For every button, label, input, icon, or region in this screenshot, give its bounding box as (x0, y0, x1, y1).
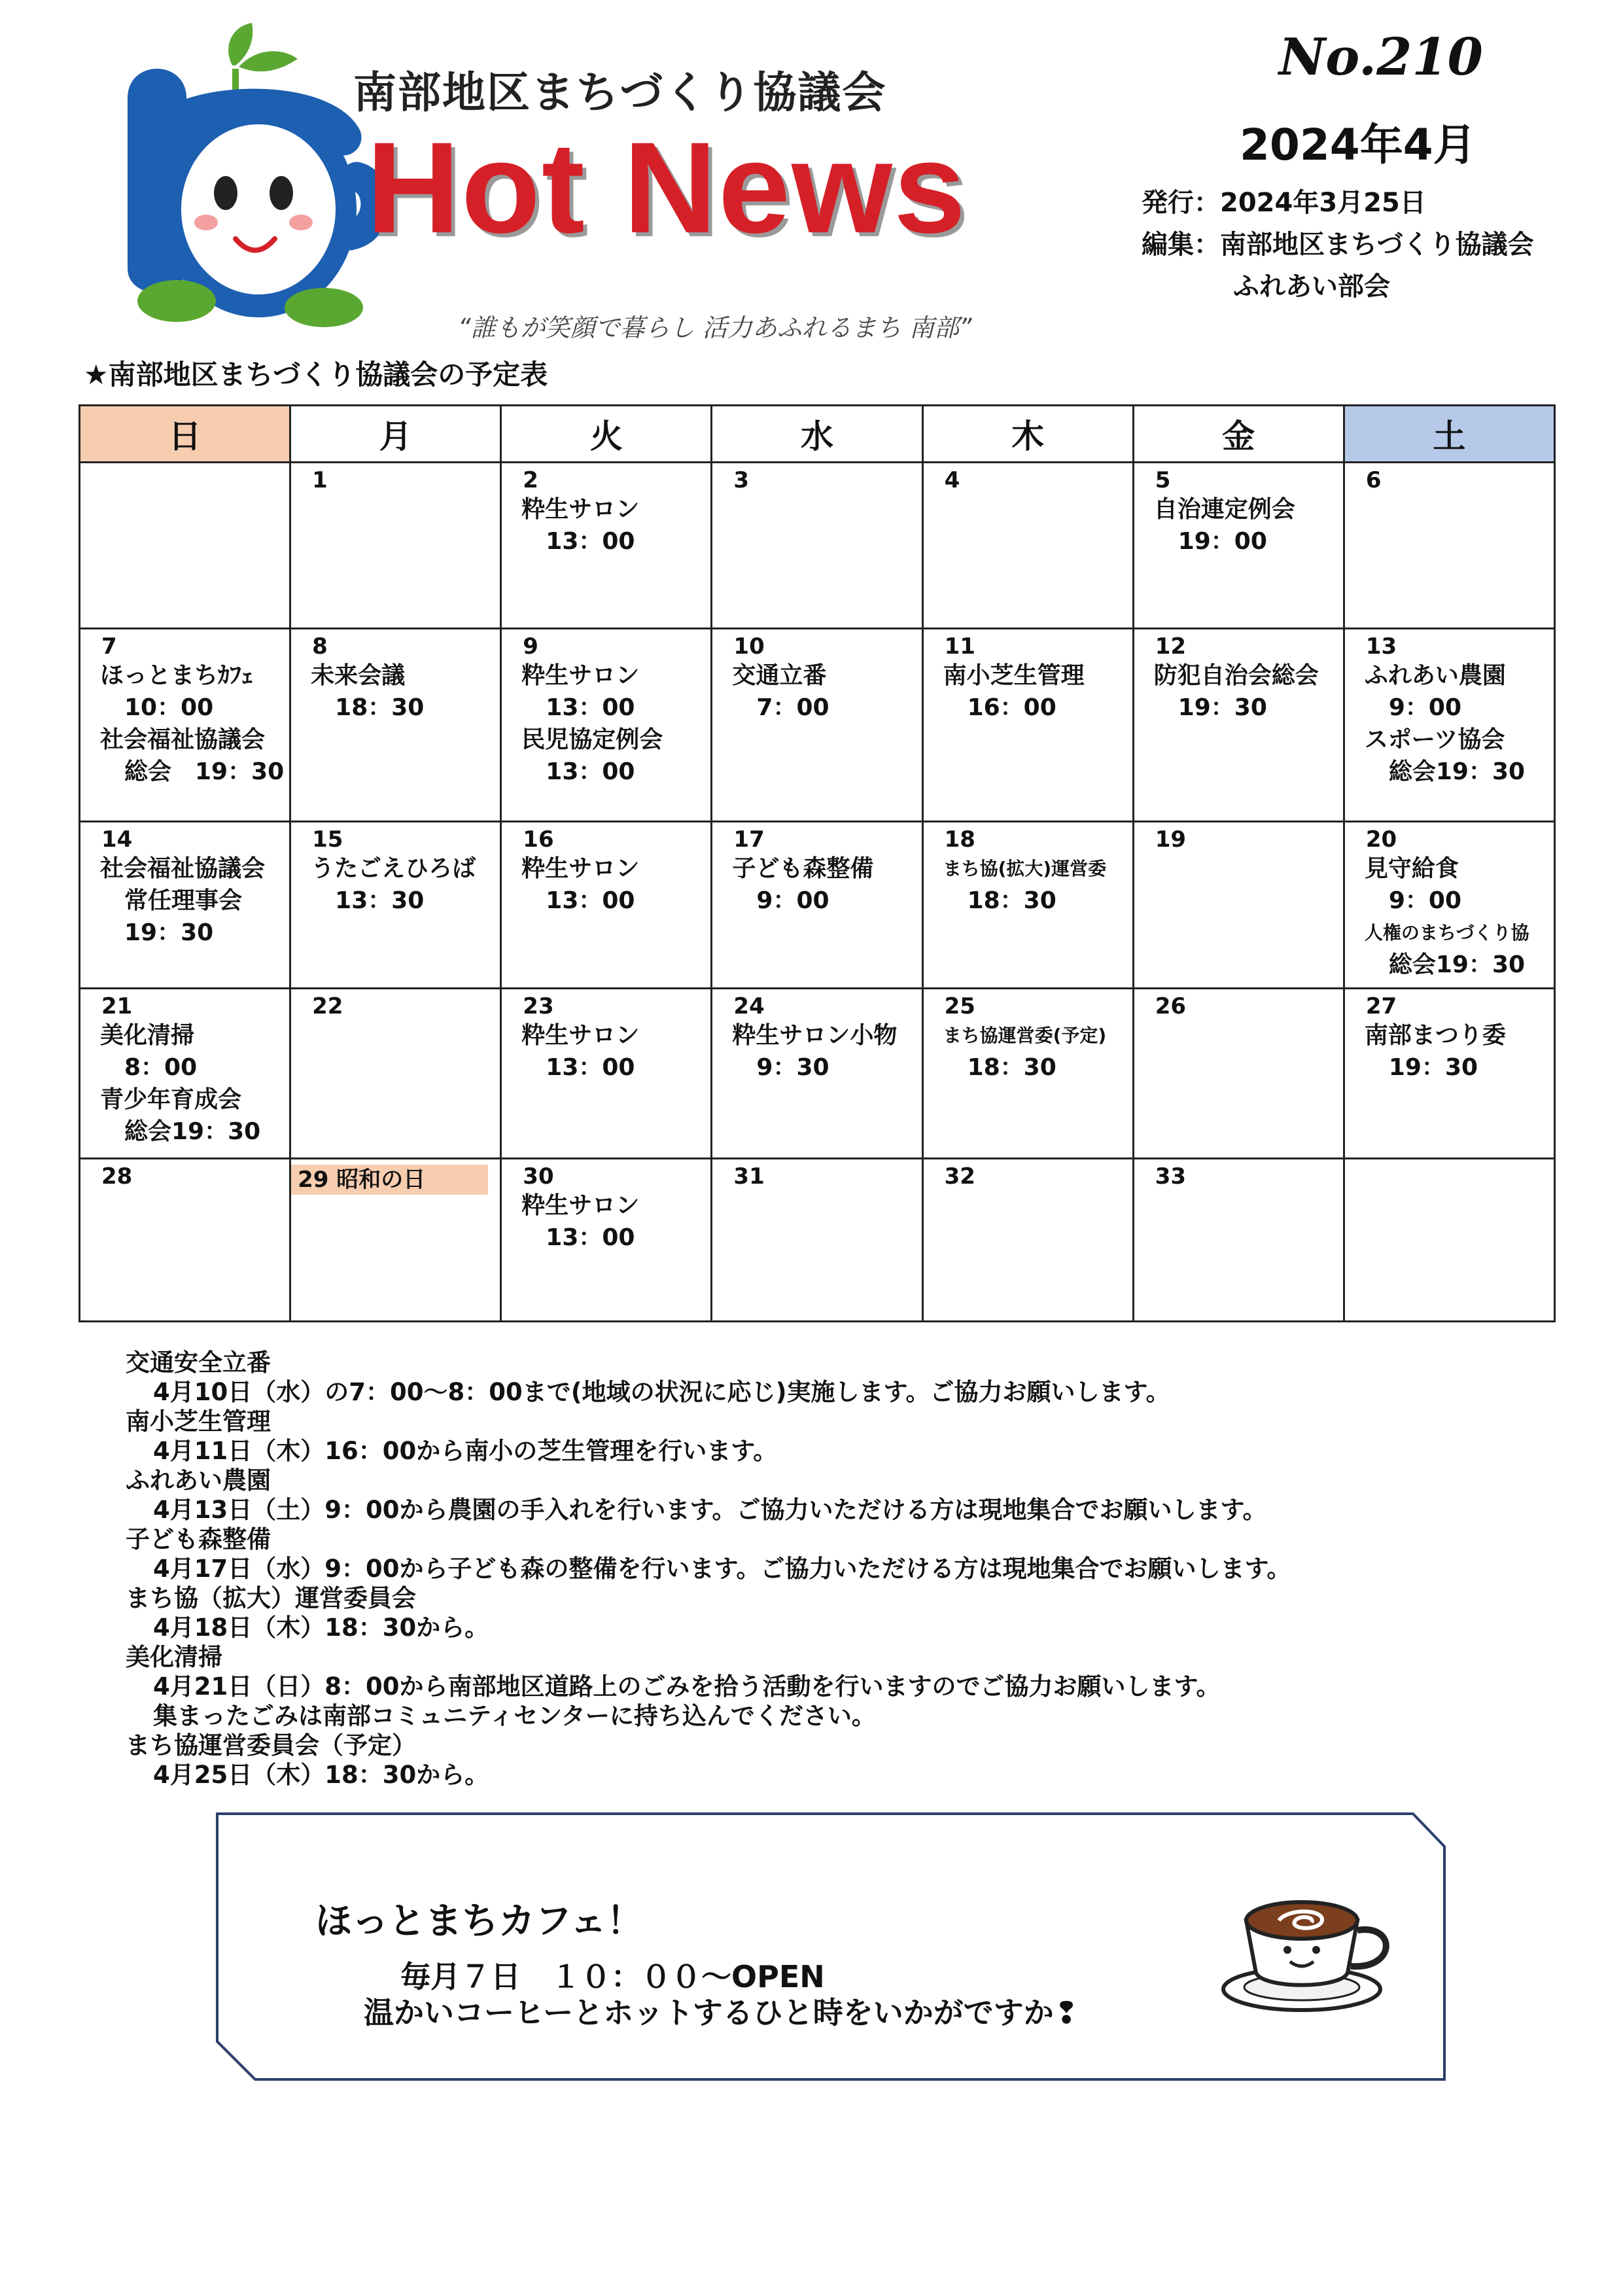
calendar-week-row (80, 989, 1555, 1159)
day-number: 7 (101, 633, 117, 660)
event-time: 13：00 (546, 887, 635, 914)
day-number: 4 (944, 467, 960, 493)
day-content (712, 989, 921, 1084)
calendar-week-row (80, 629, 1555, 822)
notice-heading: まち協運営委員会（予定） (126, 1731, 416, 1759)
day-number: 1 (312, 467, 328, 493)
calendar-day-cell (1133, 629, 1344, 822)
notice-body: 4月11日（木）16：00から南小の芝生管理を行います。 (153, 1437, 778, 1465)
day-number: 28 (101, 1163, 133, 1190)
weekday-thursday: 木 (922, 406, 1133, 463)
event-time: 13：00 (546, 694, 635, 721)
day-content (80, 1159, 289, 1190)
day-content (502, 989, 710, 1084)
schedule-calendar (79, 404, 1556, 1322)
issue-month: 2024年4月 (1240, 120, 1476, 170)
event-time: 13：00 (546, 528, 635, 555)
day-content (1134, 822, 1343, 853)
event-time: 8：00 (124, 1054, 198, 1081)
event-name: 粋生サロン (521, 855, 640, 882)
notice-body: 4月10日（水）の7：00～8：00まで(地域の状況に応じ)実施します。ご協力お願いします。 (153, 1378, 1170, 1406)
day-content (712, 822, 921, 917)
calendar-week-row (80, 463, 1555, 629)
event-name: 南小芝生管理 (943, 662, 1085, 689)
day-number: 22 (312, 993, 343, 1019)
calendar-day-cell (712, 463, 922, 629)
day-number: 24 (733, 993, 765, 1019)
event-time: 18：30 (335, 694, 425, 721)
day-number: 33 (1155, 1163, 1187, 1190)
event-name: 粋生サロン (521, 662, 640, 689)
event-name: 青少年育成会 (100, 1086, 242, 1113)
event-name: スポーツ協会 (1364, 726, 1505, 753)
event-name: 防犯自治会総会 (1153, 662, 1319, 689)
weekday-monday: 月 (290, 406, 501, 463)
event-name: 自治連定例会 (1153, 496, 1295, 523)
event-name: 南部まつり委 (1364, 1022, 1506, 1049)
day-number: 2 (523, 467, 538, 493)
notice-body: 集まったごみは南部コミュニティセンターに持ち込んでください。 (153, 1702, 876, 1730)
notice-heading: 美化清掃 (126, 1643, 222, 1671)
day-number: 8 (312, 633, 328, 660)
calendar-day-cell (501, 463, 712, 629)
event-time: 19：30 (1178, 694, 1267, 721)
event-name: 社会福祉協議会 (100, 726, 266, 753)
editor-department: ふれあい部会 (1233, 272, 1390, 302)
event-name: 民児協定例会 (521, 726, 663, 753)
calendar-day-cell (712, 629, 922, 822)
event-time: 常任理事会 (124, 887, 243, 914)
event-time: 7：00 (756, 694, 829, 721)
day-content (291, 989, 500, 1019)
event-time: 9：30 (756, 1054, 829, 1081)
event-time: 9：00 (1388, 694, 1461, 721)
day-number: 11 (944, 633, 975, 660)
event-time: 総会19：30 (124, 1118, 261, 1145)
notice-heading: 子ども森整備 (126, 1525, 271, 1553)
event-time: 13：00 (546, 1224, 635, 1251)
day-content (712, 629, 921, 724)
day-number: 21 (101, 993, 133, 1019)
calendar-day-cell (922, 1159, 1133, 1322)
event-name: 見守給食 (1364, 855, 1459, 882)
day-content (1345, 1159, 1554, 1163)
day-content (924, 1159, 1132, 1190)
notice-heading: ふれあい農園 (126, 1466, 271, 1494)
event-time: 総会 19：30 (124, 758, 285, 785)
calendar-day-cell (1133, 822, 1344, 989)
calendar-day-cell (80, 1159, 290, 1322)
org-title: 南部地区まちづくり協議会 (353, 67, 887, 118)
calendar-day-cell (1344, 1159, 1554, 1322)
day-number: 25 (944, 993, 975, 1019)
calendar-day-cell (80, 822, 290, 989)
event-time: 9：00 (1388, 887, 1461, 914)
calendar-day-cell (922, 463, 1133, 629)
publication-meta (1142, 182, 1534, 308)
calendar-day-cell (712, 1159, 922, 1322)
day-number: 15 (312, 826, 343, 853)
calendar-day-cell (501, 822, 712, 989)
event-notices (126, 1348, 1291, 1790)
calendar-day-cell (501, 629, 712, 822)
event-name: 美化清掃 (100, 1022, 195, 1049)
day-number: 26 (1155, 993, 1187, 1019)
day-number: 18 (944, 826, 975, 853)
event-time: 18：30 (967, 1054, 1056, 1081)
event-name: まち協運営委(予定) (943, 1025, 1107, 1046)
day-number: 19 (1155, 826, 1187, 853)
calendar-day-cell (1344, 822, 1554, 989)
event-time: 18：30 (967, 887, 1056, 914)
notice-heading: 交通安全立番 (126, 1349, 271, 1377)
day-content (291, 629, 500, 724)
day-content (1345, 629, 1554, 788)
day-number: 27 (1365, 993, 1397, 1019)
weekday-header-row (80, 406, 1555, 463)
day-number: 9 (523, 633, 538, 660)
day-number: 16 (523, 826, 554, 853)
event-name: うたごえひろば (311, 855, 476, 882)
calendar-day-cell (1344, 629, 1554, 822)
day-content (80, 822, 289, 949)
day-content (291, 463, 500, 493)
day-number: 32 (944, 1163, 975, 1190)
calendar-day-cell (1133, 989, 1344, 1159)
day-content (1345, 822, 1554, 981)
day-content (1134, 629, 1343, 724)
weekday-tuesday: 火 (501, 406, 712, 463)
event-time: 13：00 (546, 758, 635, 785)
day-number: 6 (1365, 467, 1382, 493)
calendar-day-cell (290, 822, 501, 989)
calendar-week-row (80, 822, 1555, 989)
notice-body: 4月18日（木）18：30から。 (153, 1614, 489, 1642)
day-content (712, 463, 921, 493)
day-content (502, 1159, 710, 1254)
calendar-day-cell (922, 822, 1133, 989)
day-content (291, 1159, 500, 1195)
calendar-day-cell (1133, 1159, 1344, 1322)
day-number: 20 (1365, 826, 1397, 853)
event-name: 粋生サロン小物 (732, 1022, 898, 1049)
calendar-day-cell (1133, 463, 1344, 629)
calendar-day-cell (290, 1159, 501, 1322)
event-name: 粋生サロン (521, 1022, 640, 1049)
notice-heading: 南小芝生管理 (126, 1407, 271, 1436)
calendar-day-cell (290, 629, 501, 822)
day-content (924, 463, 1132, 493)
event-name: 未来会議 (311, 662, 406, 689)
event-time: 19：30 (124, 919, 214, 946)
calendar-day-cell (80, 989, 290, 1159)
day-content (80, 989, 289, 1148)
calendar-day-cell (712, 989, 922, 1159)
day-content (924, 629, 1132, 724)
day-number: 17 (733, 826, 765, 853)
slogan: “誰もが笑顔で暮らし 活力あふれるまち 南部” (458, 313, 972, 342)
notice-body: 4月25日（木）18：30から。 (153, 1761, 489, 1789)
event-name: 交通立番 (732, 662, 827, 689)
event-name: 子ども森整備 (732, 855, 874, 882)
calendar-body (80, 463, 1555, 1322)
day-content (1134, 463, 1343, 557)
calendar-day-cell (1344, 463, 1554, 629)
event-name: 社会福祉協議会 (100, 855, 266, 882)
event-name: ほっとまちｶﾌｪ (100, 662, 254, 689)
calendar-day-cell (501, 1159, 712, 1322)
day-content (80, 463, 289, 467)
day-content (502, 822, 710, 917)
day-content (712, 1159, 921, 1190)
event-time: 10：00 (124, 694, 214, 721)
issue-number: No.210 (1279, 27, 1483, 87)
event-name: 粋生サロン (521, 1192, 640, 1219)
event-time: 13：00 (546, 1054, 635, 1081)
calendar-day-cell (80, 629, 290, 822)
event-time: 総会19：30 (1388, 951, 1526, 978)
day-content (502, 463, 710, 557)
calendar-day-cell (290, 463, 501, 629)
day-content (80, 629, 289, 788)
calendar-day-cell (290, 989, 501, 1159)
event-name: まち協(拡大)運営委 (943, 858, 1107, 879)
schedule-section-title: ★南部地区まちづくり協議会の予定表 (84, 359, 548, 391)
published-date: 発行：2024年3月25日 (1142, 188, 1426, 218)
holiday-date-label: 29 昭和の日 (291, 1165, 488, 1195)
calendar-day-cell (712, 822, 922, 989)
editor-line: 編集：南部地区まちづくり協議会 (1142, 230, 1534, 260)
calendar-day-cell (922, 989, 1133, 1159)
notice-heading: まち協（拡大）運営委員会 (126, 1584, 416, 1612)
day-content (1345, 989, 1554, 1084)
event-time: 19：30 (1388, 1054, 1478, 1081)
day-number: 30 (523, 1163, 554, 1190)
notice-body: 4月17日（水）9：00から子ども森の整備を行います。ご協力いただける方は現地集合でお願いします。 (153, 1555, 1291, 1583)
calendar-week-row (80, 1159, 1555, 1322)
weekday-saturday: 土 (1344, 406, 1554, 463)
day-content (502, 629, 710, 788)
calendar-day-cell (501, 989, 712, 1159)
event-time: 総会19：30 (1388, 758, 1526, 785)
event-time: 19：00 (1178, 528, 1267, 555)
calendar-day-cell (922, 629, 1133, 822)
event-name: ふれあい農園 (1364, 662, 1506, 689)
weekday-wednesday: 水 (712, 406, 922, 463)
event-time: 16：00 (967, 694, 1056, 721)
event-name: 人権のまちづくり協 (1364, 922, 1529, 944)
day-number: 5 (1155, 467, 1171, 493)
cafe-title: ほっとまちカフェ！ (315, 1899, 644, 1943)
day-content (924, 822, 1132, 917)
day-number: 12 (1155, 633, 1187, 660)
weekday-sunday: 日 (80, 406, 290, 463)
weekday-friday: 金 (1133, 406, 1344, 463)
notice-body: 4月21日（日）8：00から南部地区道路上のごみを拾う活動を行いますのでご協力お願いします。 (153, 1672, 1221, 1701)
day-number: 31 (733, 1163, 765, 1190)
cafe-schedule: 毎月７日 １０：００～OPEN (400, 1959, 825, 1994)
day-number: 3 (733, 467, 750, 493)
event-time: 13：30 (335, 887, 425, 914)
notice-body: 4月13日（土）9：00から農園の手入れを行います。ご協力いただける方は現地集合でお願いします。 (153, 1496, 1267, 1524)
event-name: 粋生サロン (521, 496, 640, 523)
coffee-cup-icon (1217, 1884, 1400, 2015)
mascot-logo (108, 20, 383, 327)
brand-title: Hot News (366, 115, 968, 260)
day-content (1134, 989, 1343, 1019)
calendar-day-cell (80, 463, 290, 629)
day-content (291, 822, 500, 917)
day-number: 13 (1365, 633, 1397, 660)
day-number: 23 (523, 993, 554, 1019)
day-content (1134, 1159, 1343, 1190)
day-number: 10 (733, 633, 765, 660)
calendar-day-cell (1344, 989, 1554, 1159)
day-number: 14 (101, 826, 133, 853)
event-time: 9：00 (756, 887, 829, 914)
cafe-message: 温かいコーヒーとホットするひと時をいかがですか❢ (364, 1995, 1079, 2030)
day-content (924, 989, 1132, 1084)
day-content (1345, 463, 1554, 493)
